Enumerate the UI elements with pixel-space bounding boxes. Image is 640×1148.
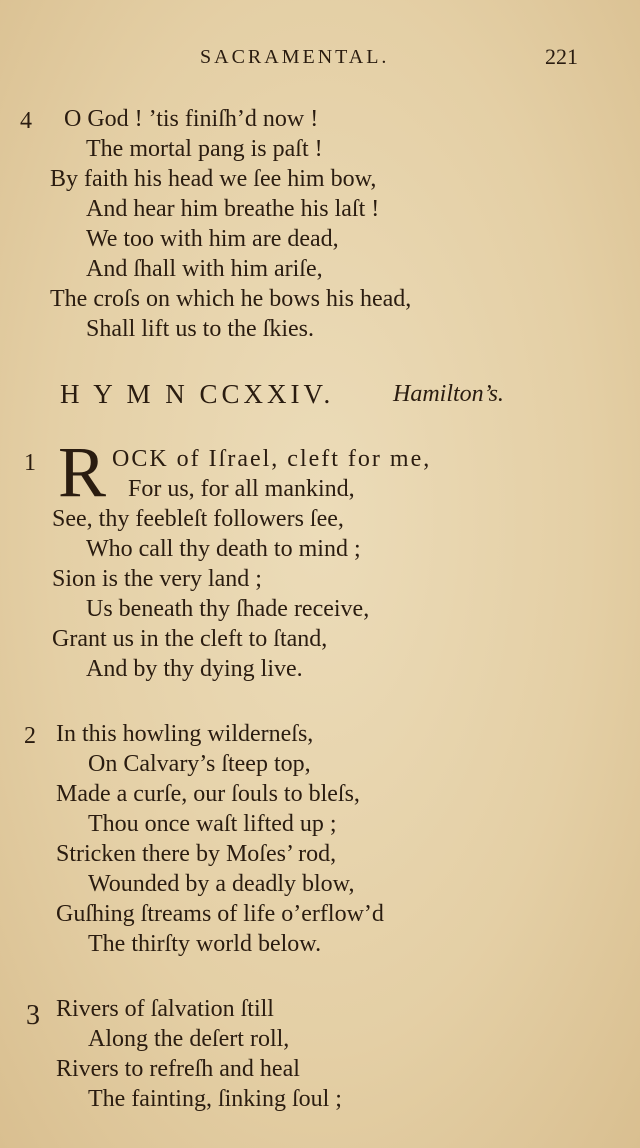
verse-line: Along the deſert roll, [88, 1026, 290, 1052]
verse-line: Made a curſe, our ſouls to bleſs, [56, 781, 360, 807]
page-number: 221 [545, 44, 578, 69]
verse-line: For us, for all mankind, [128, 476, 355, 502]
verse-line: Stricken there by Moſes’ rod, [56, 841, 337, 867]
verse-line: On Calvary’s ſteep top, [88, 751, 311, 777]
verse-line: See, thy feebleſt followers ſee, [52, 506, 344, 532]
running-head: SACRAMENTAL. [200, 46, 390, 68]
verse-line: Guſhing ſtreams of life o’erflow’d [56, 901, 384, 927]
verse-number: 4 [20, 108, 32, 134]
verse-line: Sion is the very land ; [52, 566, 262, 592]
verse-number: 3 [26, 1000, 40, 1031]
verse-line: And hear him breathe his laſt ! [86, 196, 380, 222]
verse-line: The croſs on which he bows his head, [50, 286, 412, 312]
verse-line: O God ! ’tis finiſh’d now ! [64, 106, 319, 132]
verse-line: Thou once waſt lifted up ; [88, 811, 337, 837]
verse-line: Who call thy death to mind ; [86, 536, 361, 562]
verse-line: Shall lift us to the ſkies. [86, 316, 314, 342]
verse-line: The thirſty world below. [88, 931, 322, 957]
verse-line: The fainting, ſinking ſoul ; [88, 1086, 342, 1112]
verse-line: We too with him are dead, [86, 226, 339, 252]
verse-line: Wounded by a deadly blow, [88, 871, 355, 897]
verse-line: Grant us in the cleft to ſtand, [52, 626, 328, 652]
verse-line: Us beneath thy ſhade receive, [86, 596, 370, 622]
hymn-title: H Y M N CCXXIV. [60, 379, 335, 409]
verse-line: By faith his head we ſee him bow, [50, 166, 377, 192]
verse-line: Rivers of ſalvation ſtill [56, 996, 274, 1022]
verse-number: 2 [24, 723, 36, 749]
verse-line: In this howling wilderneſs, [56, 721, 314, 747]
verse-number: 1 [24, 450, 36, 476]
verse-line: And ſhall with him ariſe, [86, 256, 323, 282]
verse-line: Rivers to refreſh and heal [56, 1056, 300, 1082]
verse-line: OCK of Iſrael, cleft for me, [112, 446, 432, 472]
drop-cap: R [58, 432, 107, 512]
verse-line: The mortal pang is paſt ! [86, 136, 323, 162]
hymn-attribution: Hamilton’s. [393, 381, 504, 407]
verse-line: And by thy dying live. [86, 656, 303, 682]
